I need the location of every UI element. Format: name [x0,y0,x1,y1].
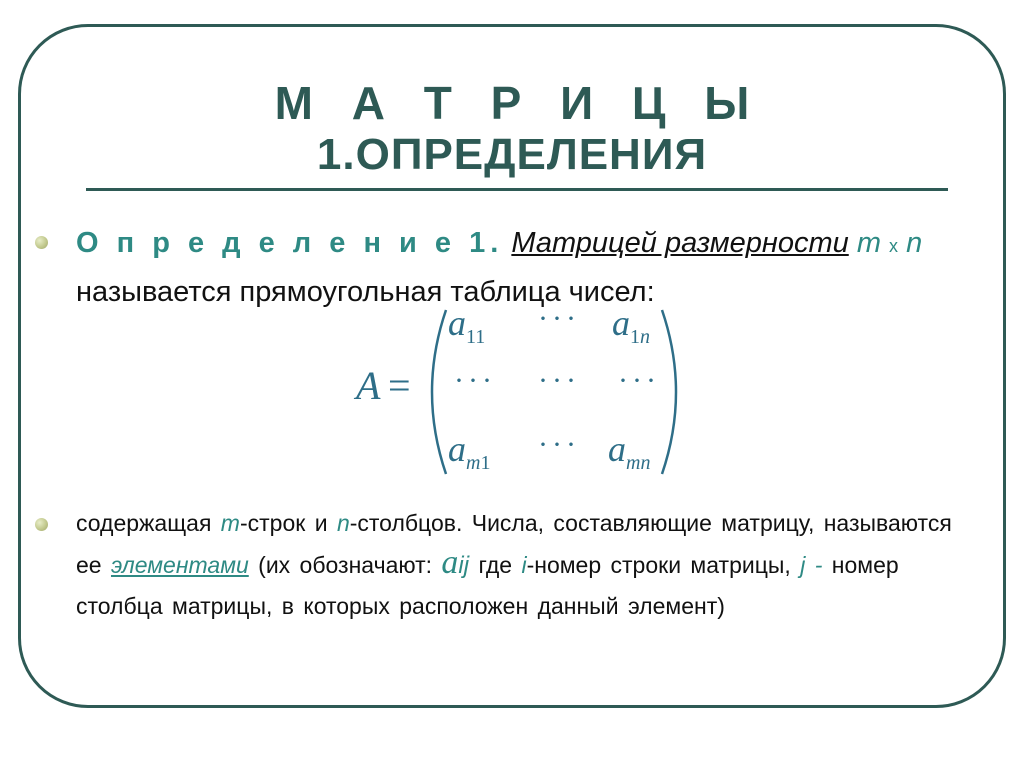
dim-x: x [889,236,899,256]
matrix-equals: = [388,363,411,408]
matrix-formula [350,302,695,482]
cols-n: n [336,510,350,536]
bullet-icon [35,518,48,531]
cell-am1: $a_{m1}$ [448,429,491,474]
bullet-icon [35,236,48,249]
title-divider [86,188,948,191]
matrix-lhs: A [356,363,381,408]
cell-dots-2-2: ··· [538,364,580,397]
cell-dots-1-2: ··· [538,302,580,335]
right-paren [662,310,676,474]
slide-title [0,76,1024,180]
elements-paragraph: содержащая m-строк и n-столбцов. Числа, составляющие матрицу, называются ее элементами (их обозначают: aij где i-номер строки матрицы, j - номер столбца матрицы, в которых расположен данный элемент) [76,510,952,619]
index-j: j - [800,552,823,578]
definition-label: О п р е д е л е н и е 1. [76,227,504,259]
definition-paragraph [76,220,996,315]
dim-n: n [906,227,923,259]
cell-dots-3-2: ··· [538,428,580,461]
title-line-2: 1.ОПРЕДЕЛЕНИЯ [316,130,708,179]
cell-dots-2-3: ··· [618,364,660,397]
cell-a1n: $a_{1n}$ [612,303,650,348]
dim-m: m [856,227,881,259]
rows-m: m [220,510,240,536]
elements-term: элементами [110,552,249,578]
cell-a11: $a_{11}$ [448,303,486,348]
element-aij: aij [441,544,470,581]
cell-dots-2-1: ··· [454,364,496,397]
cell-amn: $a_{mn}$ [608,429,651,474]
definition-rest: называется прямоугольная таблица чисел: [76,276,655,308]
definition-term: Матрицей размерности [511,227,849,259]
index-i: i [521,552,527,578]
left-paren [432,310,446,474]
title-line-1: М А Т Р И Ц Ы [274,77,763,129]
